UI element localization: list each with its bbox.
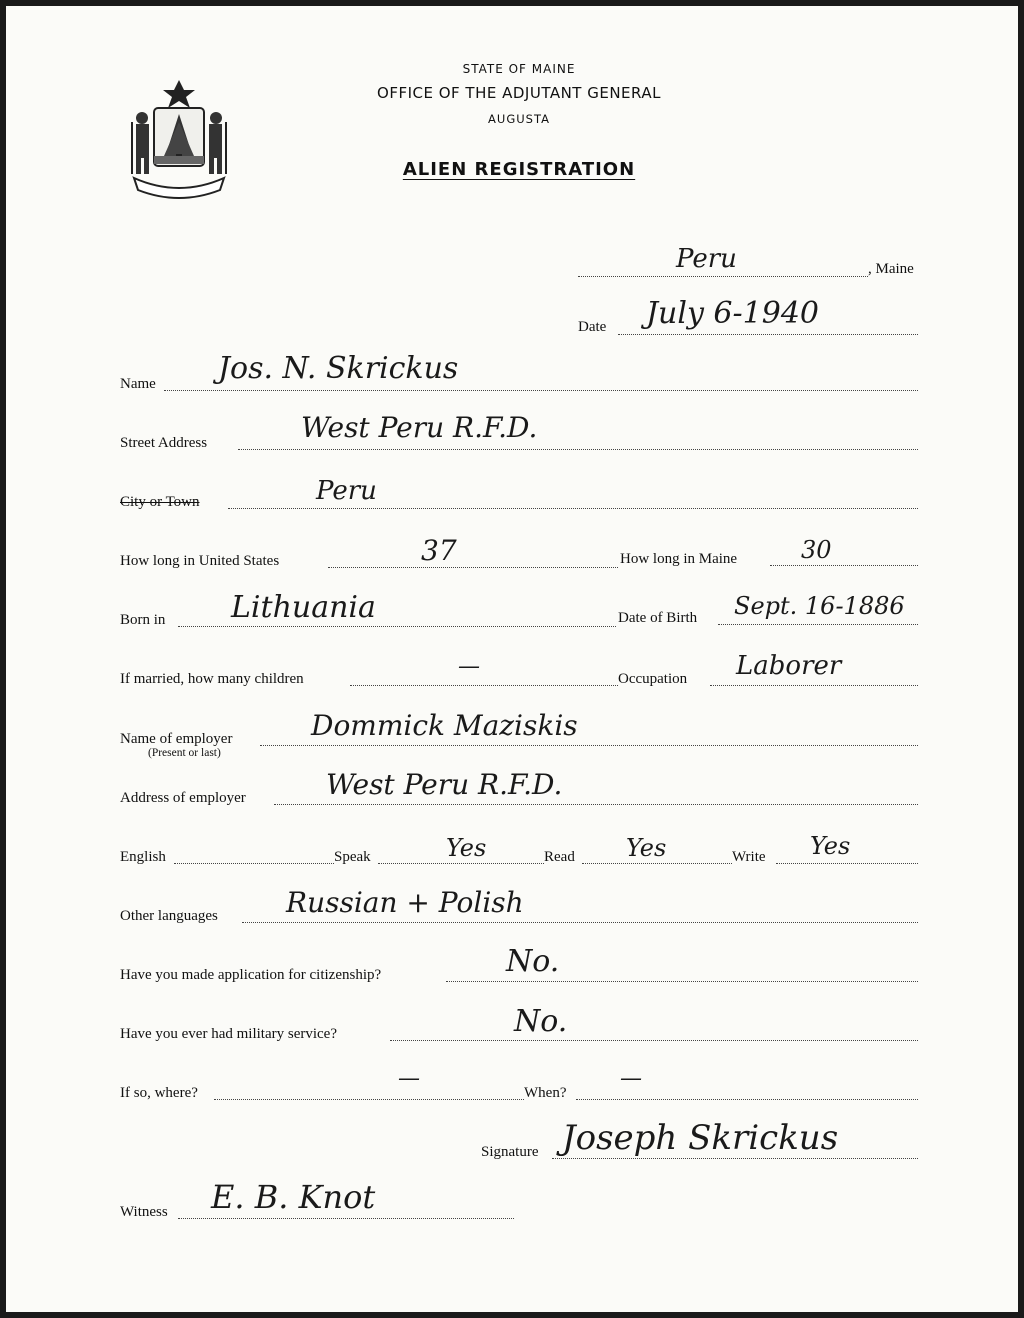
street-value: West Peru R.F.D. xyxy=(301,411,538,444)
state-seal xyxy=(124,78,234,204)
town-suffix: , Maine xyxy=(868,261,914,277)
city-label xyxy=(120,494,200,511)
how-long-us-value: 37 xyxy=(421,534,457,567)
speak-label: Speak xyxy=(334,849,371,865)
dob-line xyxy=(718,624,918,625)
read-value: Yes xyxy=(626,834,667,862)
street-label: Street Address xyxy=(120,435,208,451)
english-line xyxy=(174,863,334,864)
header-office: OFFICE OF THE ADJUTANT GENERAL xyxy=(377,84,661,102)
where-label: If so, where? xyxy=(120,1085,198,1101)
military-value: No. xyxy=(514,1004,568,1039)
witness-label: Witness xyxy=(120,1204,168,1220)
occupation-line xyxy=(710,685,918,686)
how-long-us-line xyxy=(328,567,618,568)
speak-line xyxy=(378,863,544,864)
town-line xyxy=(578,276,868,277)
how-long-me-value: 30 xyxy=(801,536,832,564)
read-label: Read xyxy=(544,849,575,865)
read-line xyxy=(582,863,732,864)
employer-sublabel: (Present or last) xyxy=(148,747,221,759)
name-value: Jos. N. Skrickus xyxy=(218,351,459,386)
employer-address-value: West Peru R.F.D. xyxy=(326,768,563,801)
when-label: When? xyxy=(524,1085,567,1101)
state-of-maine-seal-icon xyxy=(124,78,234,204)
how-long-me-label: How long in Maine xyxy=(620,551,738,567)
english-label: English xyxy=(120,849,166,865)
born-label: Born in xyxy=(120,612,166,628)
write-line xyxy=(776,863,918,864)
date-value: July 6-1940 xyxy=(646,296,819,331)
header-city: AUGUSTA xyxy=(488,112,550,126)
witness-line xyxy=(178,1218,514,1219)
write-label: Write xyxy=(732,849,766,865)
signature-line xyxy=(552,1158,918,1159)
children-line xyxy=(350,685,618,686)
born-line xyxy=(178,626,616,627)
where-line xyxy=(214,1099,524,1100)
city-label-text: City or Town xyxy=(120,494,200,510)
city-line xyxy=(228,508,918,509)
employer-label: Name of employer xyxy=(120,731,233,747)
signature-value: Joseph Skrickus xyxy=(562,1118,839,1158)
employer-value: Dommick Maziskis xyxy=(311,709,578,742)
military-line xyxy=(390,1040,918,1041)
citizenship-label: Have you made application for citizenship? xyxy=(120,967,382,983)
employer-address-label: Address of employer xyxy=(120,790,246,806)
witness-value: E. B. Knot xyxy=(211,1178,376,1216)
occupation-value: Laborer xyxy=(736,651,842,681)
how-long-us-label: How long in United States xyxy=(120,553,280,569)
other-lang-line xyxy=(242,922,918,923)
date-label: Date xyxy=(578,319,607,335)
name-label: Name xyxy=(120,376,156,392)
military-label: Have you ever had military service? xyxy=(120,1026,337,1042)
employer-line xyxy=(260,745,918,746)
date-line xyxy=(618,334,918,335)
citizenship-line xyxy=(446,981,918,982)
when-value: — xyxy=(620,1066,642,1091)
write-value: Yes xyxy=(810,832,851,860)
form-page xyxy=(6,6,1018,1312)
street-line xyxy=(238,449,918,450)
name-line xyxy=(164,390,918,391)
when-line xyxy=(576,1099,918,1100)
children-label: If married, how many children xyxy=(120,671,304,687)
how-long-me-line xyxy=(770,565,918,566)
city-value: Peru xyxy=(316,476,377,506)
born-value: Lithuania xyxy=(231,590,376,625)
where-value: — xyxy=(398,1066,420,1091)
children-value: — xyxy=(458,654,480,679)
town-value: Peru xyxy=(676,244,737,274)
header-state: STATE OF MAINE xyxy=(462,62,576,76)
page-title: ALIEN REGISTRATION xyxy=(402,159,636,180)
citizenship-value: No. xyxy=(506,944,560,979)
dob-value: Sept. 16-1886 xyxy=(734,592,905,620)
other-lang-label: Other languages xyxy=(120,908,218,924)
dob-label: Date of Birth xyxy=(618,610,698,626)
other-lang-value: Russian + Polish xyxy=(286,886,524,919)
occupation-label: Occupation xyxy=(618,671,688,687)
speak-value: Yes xyxy=(446,834,487,862)
signature-label: Signature xyxy=(481,1144,539,1160)
employer-address-line xyxy=(274,804,918,805)
